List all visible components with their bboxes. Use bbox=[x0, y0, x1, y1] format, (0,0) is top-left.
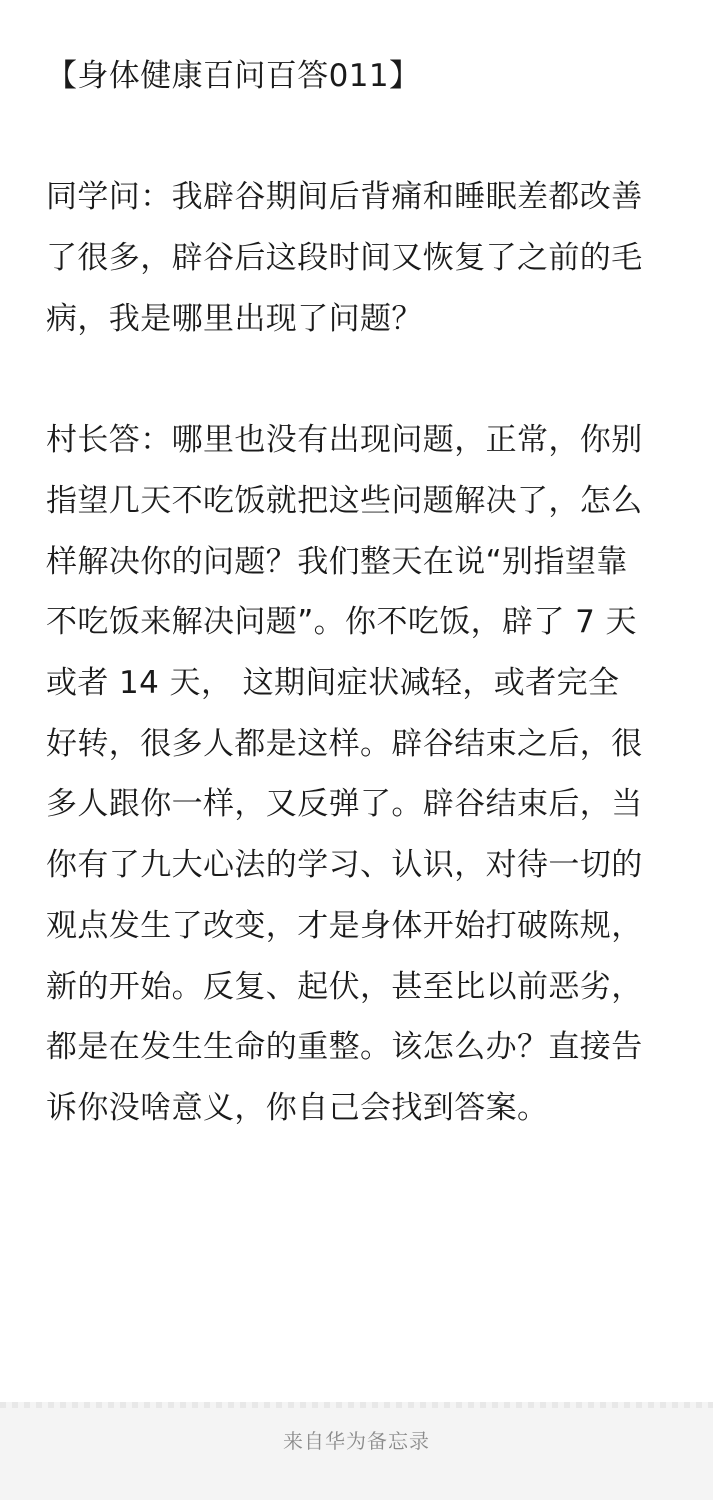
question-paragraph: 同学问：我辟谷期间后背痛和睡眠差都改善了很多，辟谷后这段时间又恢复了之前的毛病，我是哪里出现了问题？ bbox=[46, 179, 643, 337]
note-title: 【身体健康百问百答011】 bbox=[46, 58, 421, 94]
note-body[interactable] bbox=[46, 46, 646, 1139]
source-footer: 来自华为备忘录 bbox=[283, 1429, 430, 1453]
torn-edge-divider bbox=[0, 1402, 713, 1408]
blank-line bbox=[46, 107, 646, 168]
blank-line bbox=[46, 350, 646, 411]
answer-paragraph: 村长答：哪里也没有出现问题，正常，你别指望几天不吃饭就把这些问题解决了，怎么样解决你的问题？我们整天在说“别指望靠不吃饭来解决问题”。你不吃饭，辟了 7 天或者 14 天， 这期间症状减轻，或者完全好转，很多人都是这样。辟谷结束之后，很多人跟你一样，又反弹了。辟谷结束后，当你有了九大心法的学习、认识，对待一切的观点发生了改变，才是身体开始打破陈规，新的开始。反复、起伏，甚至比以前恶劣，都是在发生生命的重整。该怎么办？直接告诉你没啥意义，你自己会找到答案。 bbox=[46, 422, 643, 1126]
